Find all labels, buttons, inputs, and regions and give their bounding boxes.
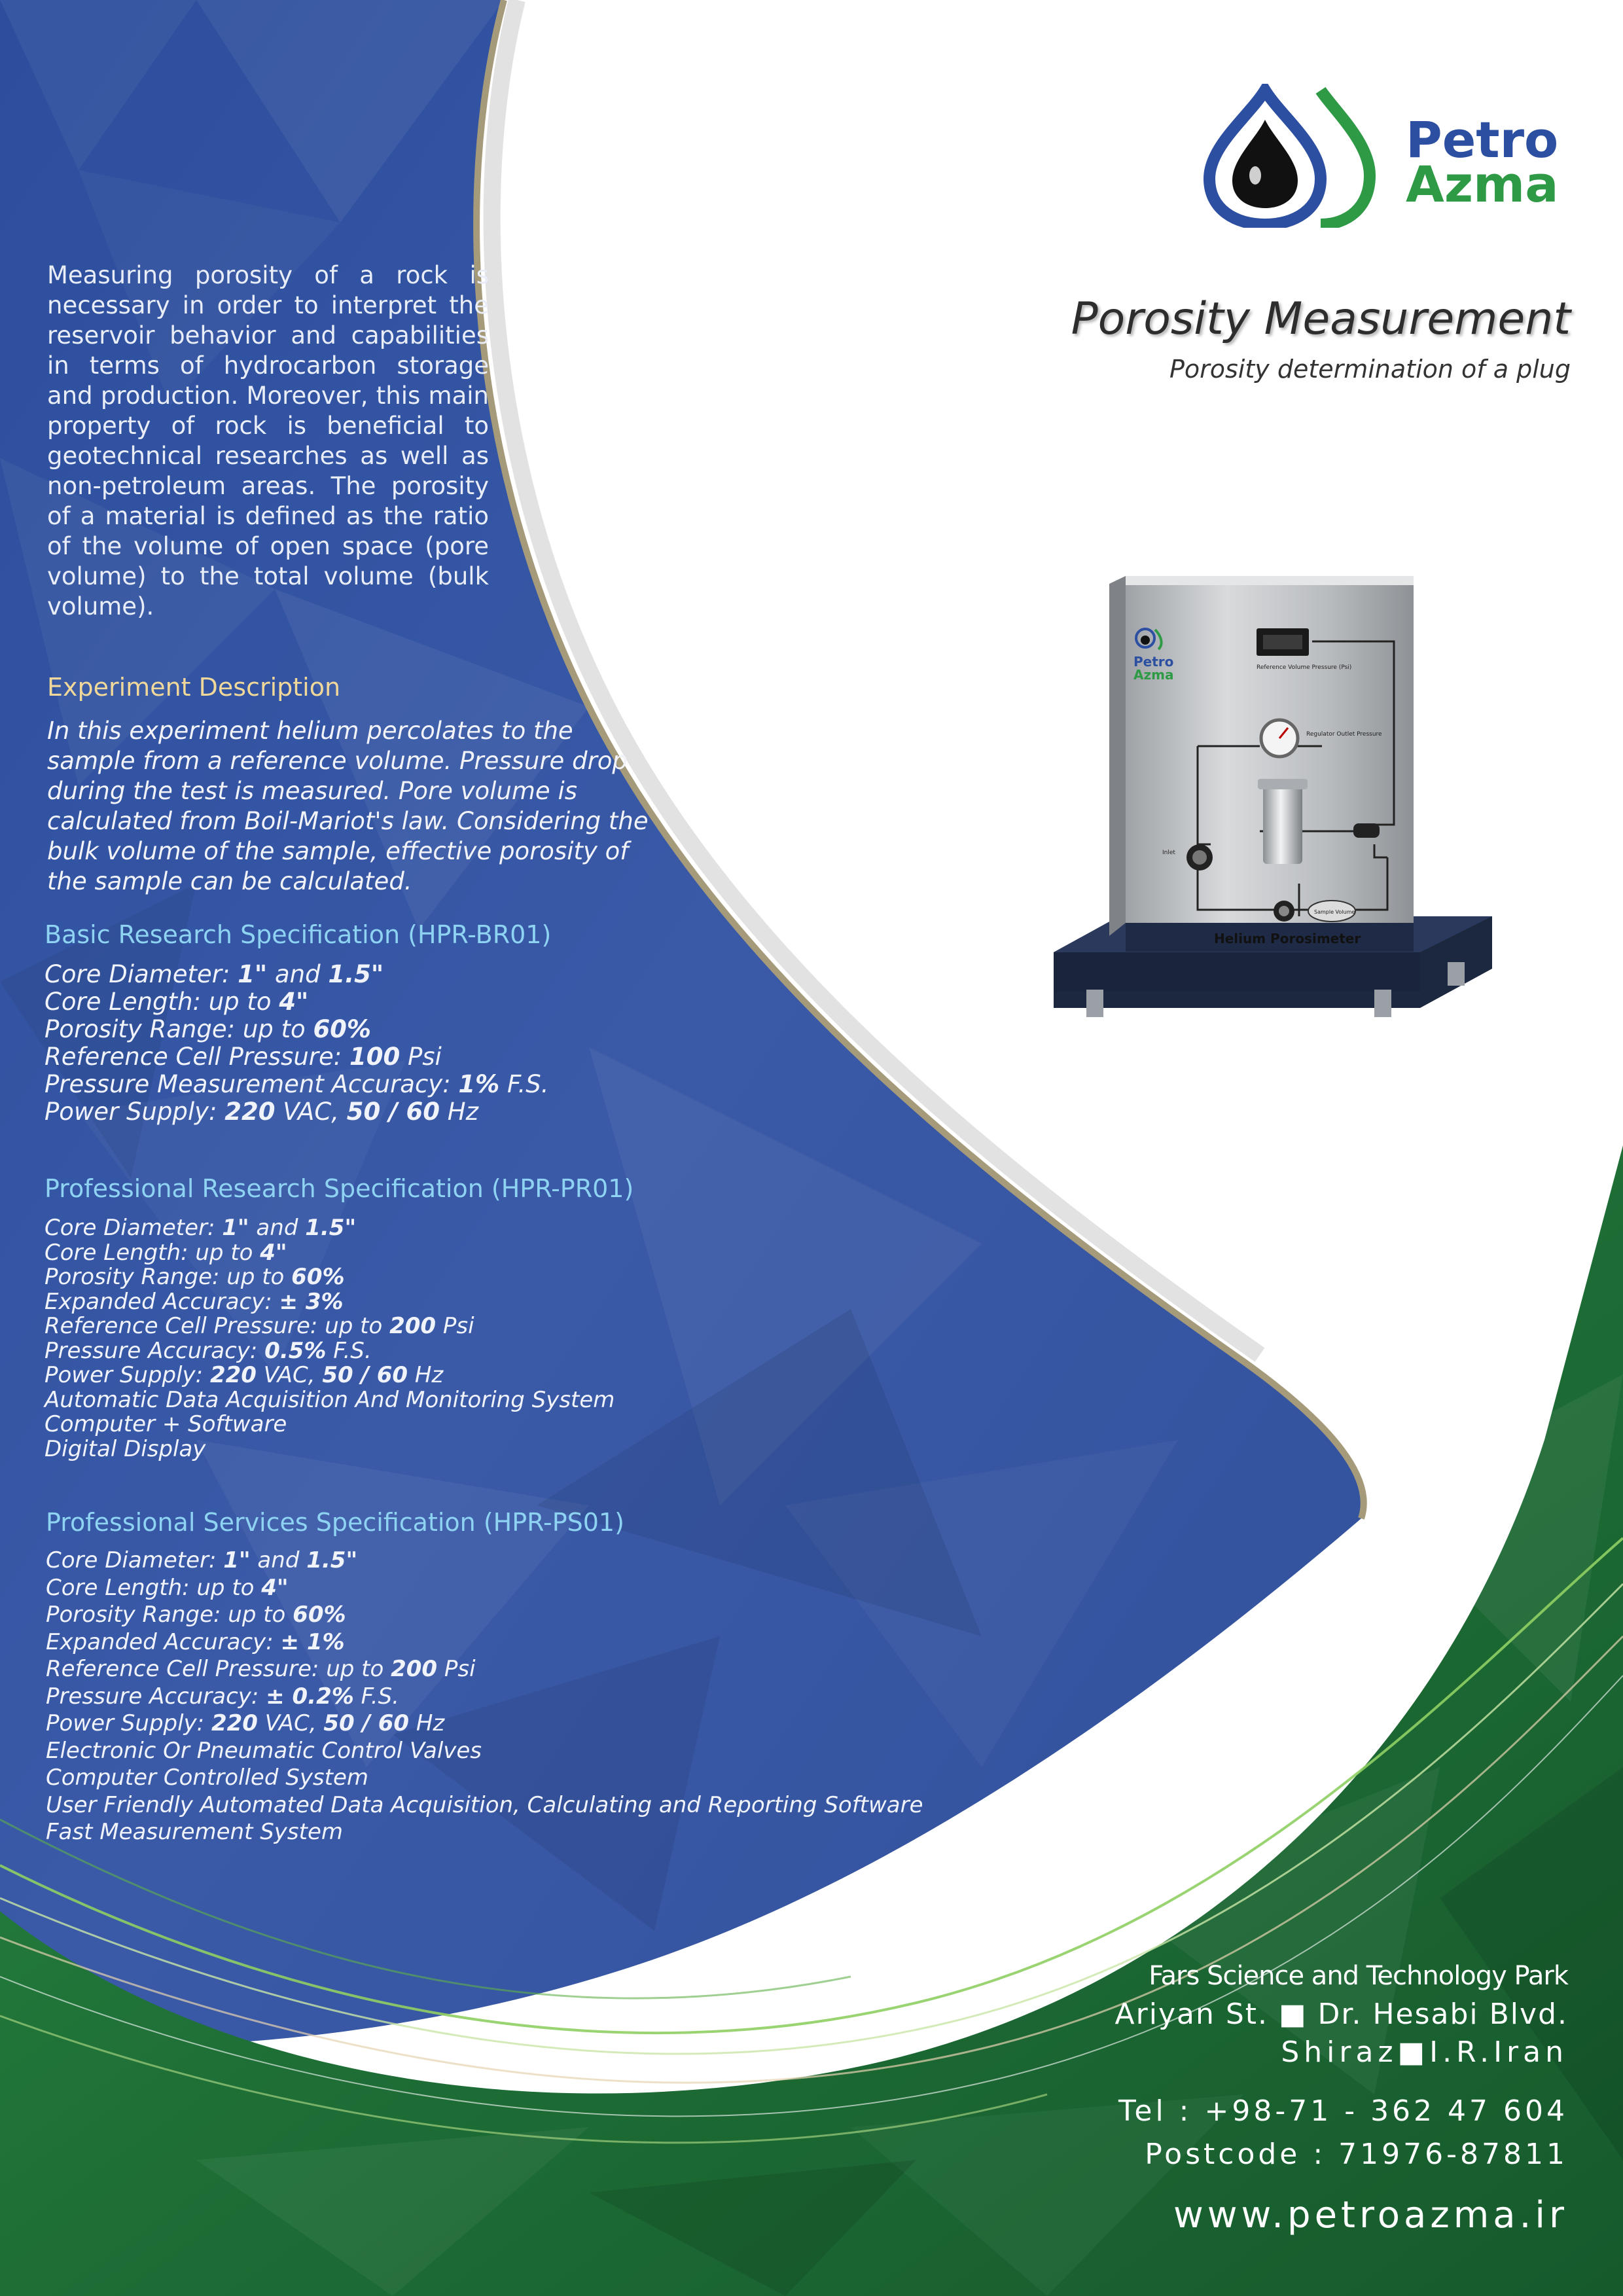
spec-extra: Automatic Data Acquisition And Monitoring System (45, 1386, 615, 1413)
spec-core-diameter: Core Diameter: 1" and 1.5" (46, 1547, 358, 1573)
spec-reference-pressure: Reference Cell Pressure: up to 200 Psi (46, 1656, 476, 1682)
spec-pressure-accuracy: Pressure Measurement Accuracy: 1% F.S. (45, 1070, 549, 1098)
helium-porosimeter-image (1047, 550, 1492, 1113)
spec-pressure-accuracy: Pressure Accuracy: 0.5% F.S. (45, 1337, 372, 1364)
spec-power-supply: Power Supply: 220 VAC, 50 / 60 Hz (46, 1710, 445, 1736)
page-subtitle: Porosity determination of a plug (1169, 355, 1571, 384)
device-logo-petro: Petro (1133, 654, 1174, 670)
services-spec-title: Professional Services Specification (HPR-PS01) (46, 1508, 624, 1537)
logo-word-petro: Petro (1406, 111, 1559, 169)
sample-volume-label: Sample Volume (1314, 909, 1355, 915)
experiment-body: In this experiment helium percolates to the sample from a reference volume. Pressure drop during the test is measured. Pore volume is calculated from Boil-Mariot's law. Considering the bulk volume of the sample, effective porosity of the sample can be calculated. (47, 717, 649, 895)
spec-porosity-range: Porosity Range: up to 60% (45, 1015, 371, 1043)
device-logo-azma: Azma (1133, 667, 1174, 683)
intro-paragraph: Measuring porosity of a rock is necessary in order to interpret the reservoir behavior and capabilities in terms of hydrocarbon storage and production. Moreover, this main property of rock is beneficial to geotechnical researches as well as non-petroleum areas. The porosity of a material is defined as the ratio of the volume of open space (pore volume) to the total volume (bulk volume). (47, 261, 489, 620)
oil-drop-icon (1232, 120, 1298, 208)
spec-reference-pressure: Reference Cell Pressure: up to 200 Psi (45, 1313, 474, 1339)
contact-address-line2: Shiraz■I.R.Iran (1281, 2036, 1568, 2069)
spec-reference-pressure: Reference Cell Pressure: 100 Psi (45, 1043, 442, 1071)
spec-core-length: Core Length: up to 4" (45, 1239, 287, 1266)
spec-core-length: Core Length: up to 4" (45, 988, 309, 1016)
device-plate-label: Helium Porosimeter (1214, 931, 1361, 946)
spec-extra: Electronic Or Pneumatic Control Valves (46, 1737, 482, 1764)
spec-expanded-accuracy: Expanded Accuracy: ± 3% (45, 1288, 344, 1315)
spec-porosity-range: Porosity Range: up to 60% (45, 1264, 345, 1290)
regulator-label: Regulator Outlet Pressure (1306, 731, 1382, 738)
experiment-title: Experiment Description (47, 673, 341, 702)
spec-power-supply: Power Supply: 220 VAC, 50 / 60 Hz (45, 1098, 479, 1126)
pro-spec-list (45, 1216, 615, 1462)
green-drop-icon (1321, 90, 1370, 224)
spec-pressure-accuracy: Pressure Accuracy: ± 0.2% F.S. (46, 1683, 399, 1710)
inlet-label: Inlet (1162, 850, 1175, 856)
contact-postcode: Postcode : 71976-87811 (1145, 2138, 1568, 2171)
spec-extra: Computer + Software (45, 1411, 287, 1437)
basic-spec-list (45, 961, 549, 1126)
spec-core-length: Core Length: up to 4" (46, 1574, 289, 1601)
spec-extra: Fast Measurement System (46, 1819, 344, 1845)
website-link[interactable]: www.petroazma.ir (1173, 2194, 1568, 2236)
spec-core-diameter: Core Diameter: 1" and 1.5" (45, 960, 384, 988)
spec-extra: User Friendly Automated Data Acquisition, Calculating and Reporting Software (46, 1791, 923, 1818)
basic-spec-title: Basic Research Specification (HPR-BR01) (45, 920, 552, 949)
page-title: Porosity Measurement (1071, 293, 1571, 345)
spec-extra: Computer Controlled System (46, 1765, 369, 1791)
spec-core-diameter: Core Diameter: 1" and 1.5" (45, 1215, 357, 1241)
spec-power-supply: Power Supply: 220 VAC, 50 / 60 Hz (45, 1362, 444, 1388)
services-spec-list (46, 1547, 923, 1846)
spec-expanded-accuracy: Expanded Accuracy: ± 1% (46, 1628, 345, 1655)
pro-spec-title: Professional Research Specification (HPR-PR01) (45, 1174, 634, 1203)
logo-word-azma: Azma (1406, 155, 1559, 213)
display-label: Reference Volume Pressure (Psi) (1257, 664, 1352, 671)
spec-extra: Digital Display (45, 1435, 206, 1462)
contact-park: Fars Science and Technology Park (1149, 1961, 1568, 1991)
spec-porosity-range: Porosity Range: up to 60% (46, 1602, 346, 1628)
contact-tel: Tel : +98-71 - 362 47 604 (1118, 2094, 1568, 2128)
contact-address-line1: Ariyan St. ■ Dr. Hesabi Blvd. (1115, 1998, 1568, 2031)
